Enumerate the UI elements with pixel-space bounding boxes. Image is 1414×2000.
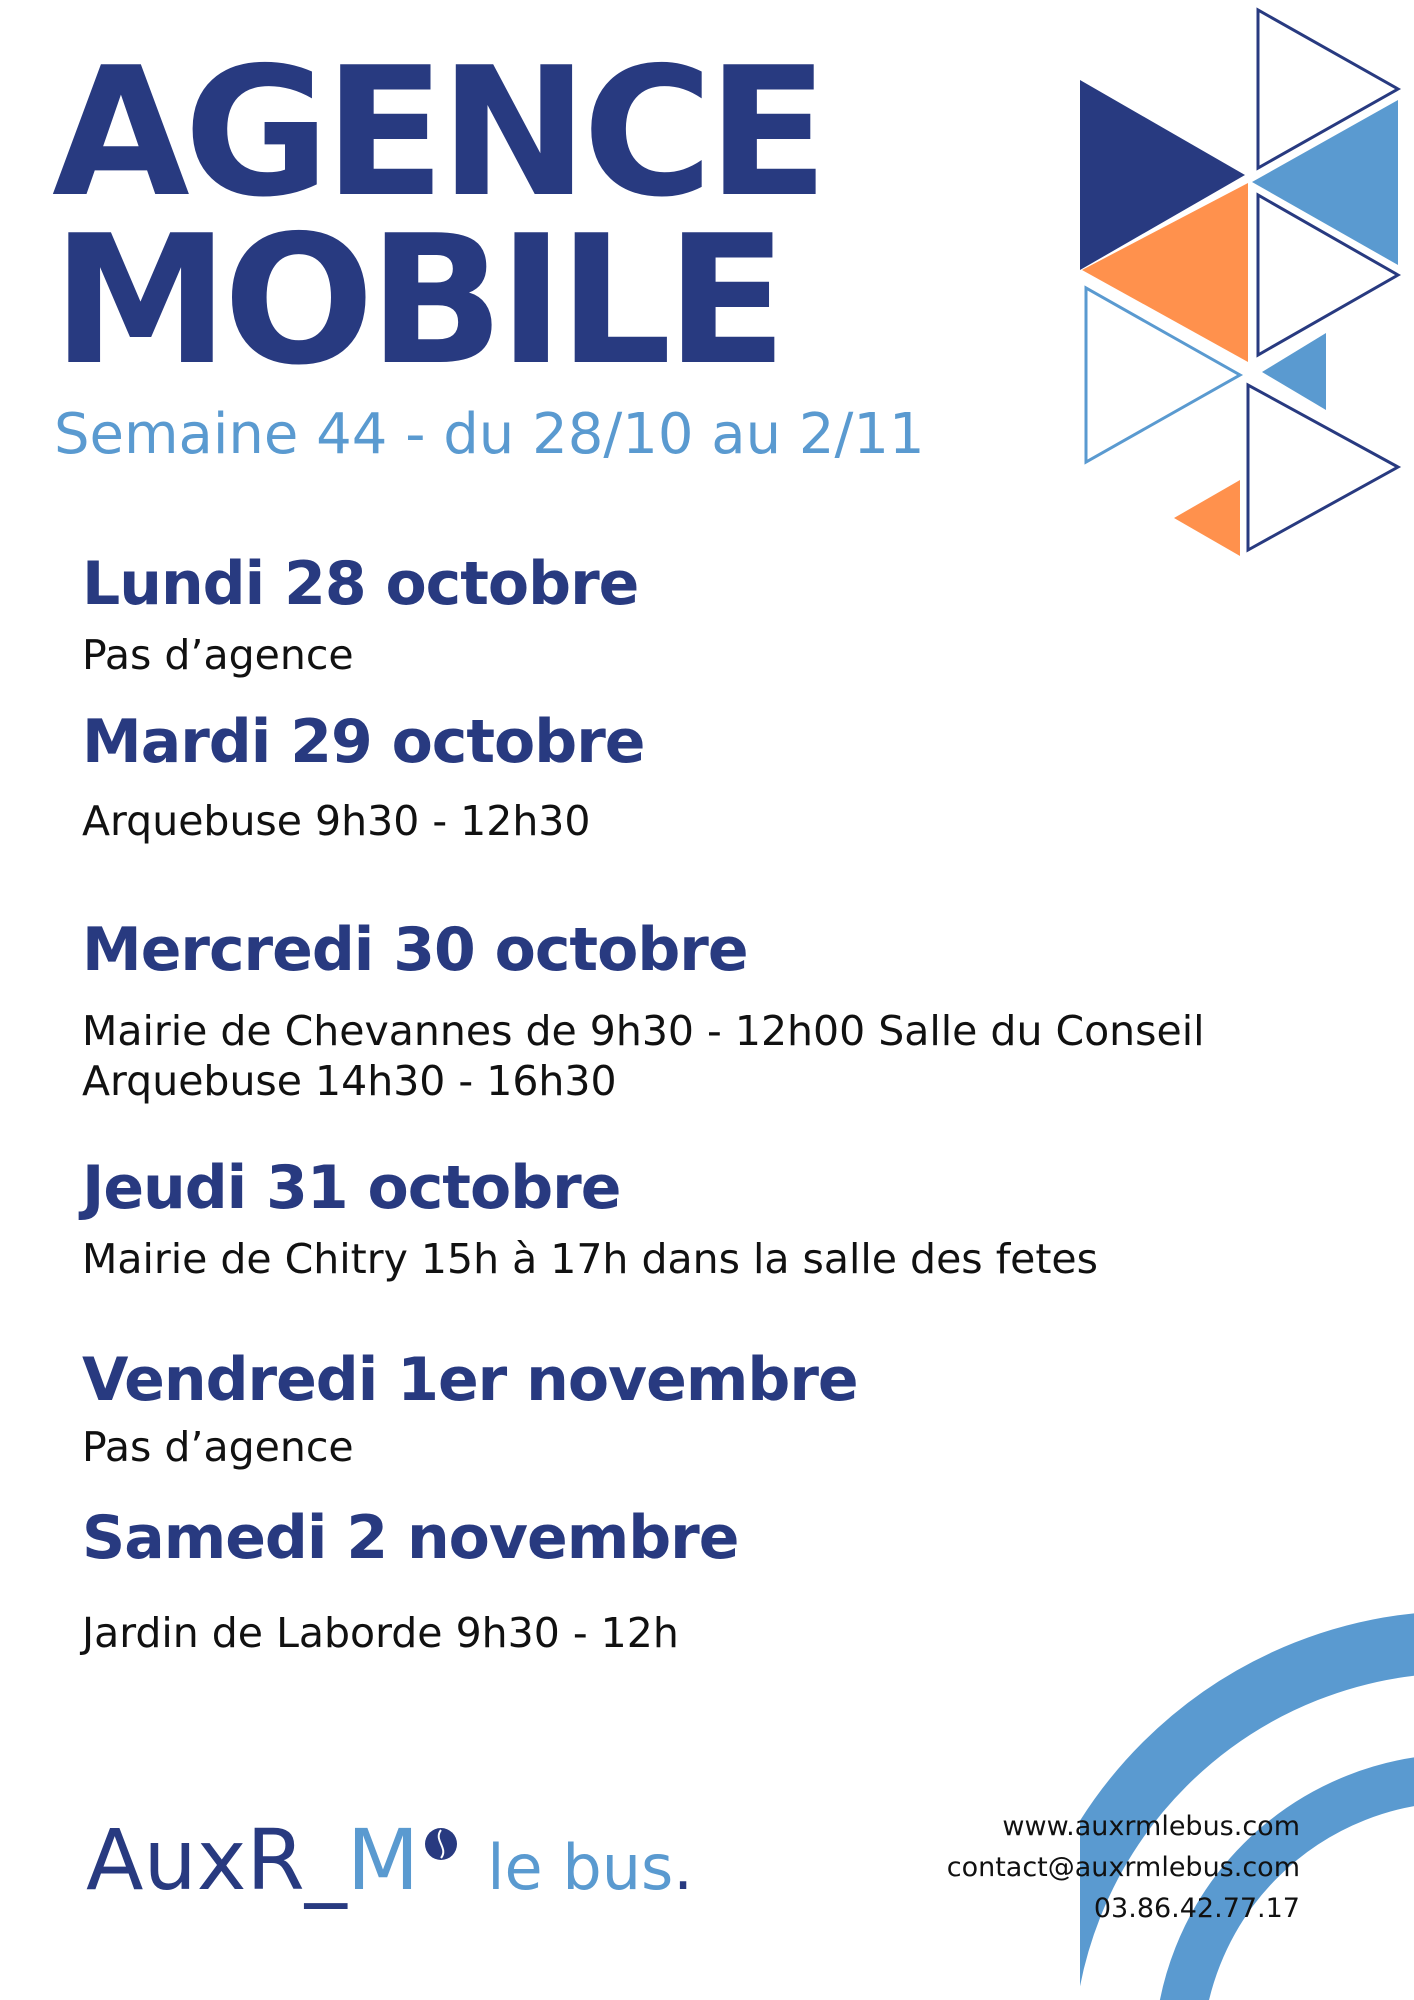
logo-le-bus: le bus	[487, 1831, 674, 1904]
logo-period: .	[673, 1831, 694, 1904]
logo-dot-icon	[423, 1826, 459, 1862]
ring-decoration	[1080, 1560, 1414, 2000]
email-link[interactable]: contact@auxrmlebus.com	[946, 1852, 1300, 1883]
day-heading-tuesday: Mardi 29 octobre	[82, 707, 645, 777]
triangle-decoration	[1070, 0, 1414, 570]
day-info-saturday: Jardin de Laborde 9h30 - 12h	[82, 1609, 679, 1657]
logo-auxr: AuxR_	[86, 1811, 347, 1909]
day-heading-saturday: Samedi 2 novembre	[82, 1503, 739, 1573]
day-heading-friday: Vendredi 1er novembre	[82, 1345, 858, 1415]
logo-m: M	[346, 1811, 420, 1909]
contact-block	[947, 1806, 1300, 1929]
website-link[interactable]: www.auxrmlebus.com	[1002, 1811, 1300, 1842]
day-info-tuesday: Arquebuse 9h30 - 12h30	[82, 797, 591, 845]
week-subtitle: Semaine 44 - du 28/10 au 2/11	[54, 402, 925, 467]
title-line-1: AGENCE	[52, 29, 823, 236]
day-info-wednesday-1: Mairie de Chevannes de 9h30 - 12h00 Salle du Conseil	[82, 1007, 1205, 1055]
day-info-friday: Pas d’agence	[82, 1423, 354, 1471]
day-heading-monday: Lundi 28 octobre	[82, 549, 639, 619]
auxrm-logo	[86, 1811, 694, 1909]
phone-number: 03.86.42.77.17	[1093, 1893, 1300, 1924]
day-heading-thursday: Jeudi 31 octobre	[82, 1153, 621, 1223]
day-info-monday: Pas d’agence	[82, 631, 354, 679]
title-line-2: MOBILE	[52, 197, 782, 404]
day-info-thursday: Mairie de Chitry 15h à 17h dans la salle des fetes	[82, 1235, 1099, 1283]
day-heading-wednesday: Mercredi 30 octobre	[82, 915, 748, 985]
day-info-wednesday-2: Arquebuse 14h30 - 16h30	[82, 1057, 617, 1105]
